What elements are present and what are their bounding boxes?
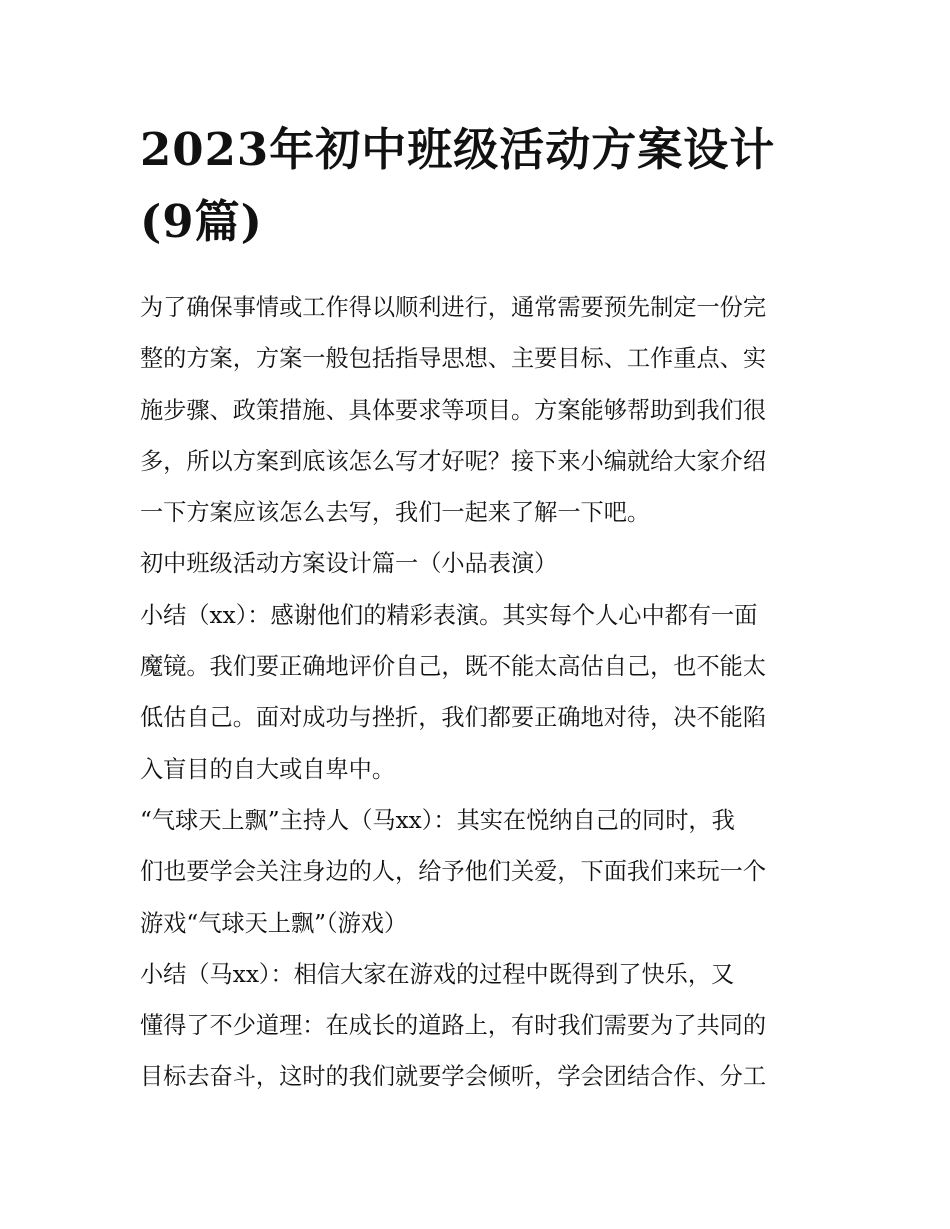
- document-title: [140, 0, 812, 258]
- section-heading: [140, 538, 812, 589]
- document-page: [140, 0, 812, 1103]
- title-line: 2023年初中班级活动方案设计: [140, 123, 776, 176]
- text-line: 一下方案应该怎么去写，我们一起来了解一下吧。: [140, 499, 651, 527]
- host-paragraph: [140, 795, 812, 949]
- intro-paragraph: [140, 282, 812, 538]
- text-line: “气球天上飘”主持人（马xx）：其实在悦纳自己的同时，我: [140, 806, 735, 834]
- text-line: 初中班级活动方案设计篇一（小品表演）: [140, 550, 558, 578]
- text-line: 懂得了不少道理：在成长的道路上，有时我们需要为了共同的: [140, 1012, 767, 1040]
- text-line: 小结（xx）：感谢他们的精彩表演。其实每个人心中都有一面: [140, 601, 758, 629]
- text-line: 入盲目的自大或自卑中。: [140, 755, 396, 783]
- text-line: 目标去奋斗，这时的我们就要学会倾听，学会团结合作、分工: [140, 1063, 767, 1091]
- text-line: 游戏“气球天上飘”（游戏）: [140, 909, 408, 937]
- text-line: 低估自己。面对成功与挫折，我们都要正确地对待，决不能陷: [140, 704, 767, 732]
- text-line: 施步骤、政策措施、具体要求等项目。方案能够帮助到我们很: [140, 396, 767, 424]
- title-line: (9篇): [140, 195, 263, 248]
- document-body: [140, 282, 812, 1103]
- text-line: 魔镜。我们要正确地评价自己，既不能太高估自己，也不能太: [140, 653, 767, 681]
- summary-paragraph: [140, 590, 812, 795]
- text-line: 为了确保事情或工作得以顺利进行，通常需要预先制定一份完: [140, 294, 767, 321]
- summary-paragraph: [140, 949, 812, 1103]
- text-line: 多，所以方案到底该怎么写才好呢？接下来小编就给大家介绍: [140, 447, 767, 475]
- text-line: 们也要学会关注身边的人，给予他们关爱，下面我们来玩一个: [140, 858, 767, 886]
- text-line: 小结（马xx）：相信大家在游戏的过程中既得到了快乐，又: [140, 960, 735, 988]
- text-line: 整的方案，方案一般包括指导思想、主要目标、工作重点、实: [140, 345, 767, 373]
